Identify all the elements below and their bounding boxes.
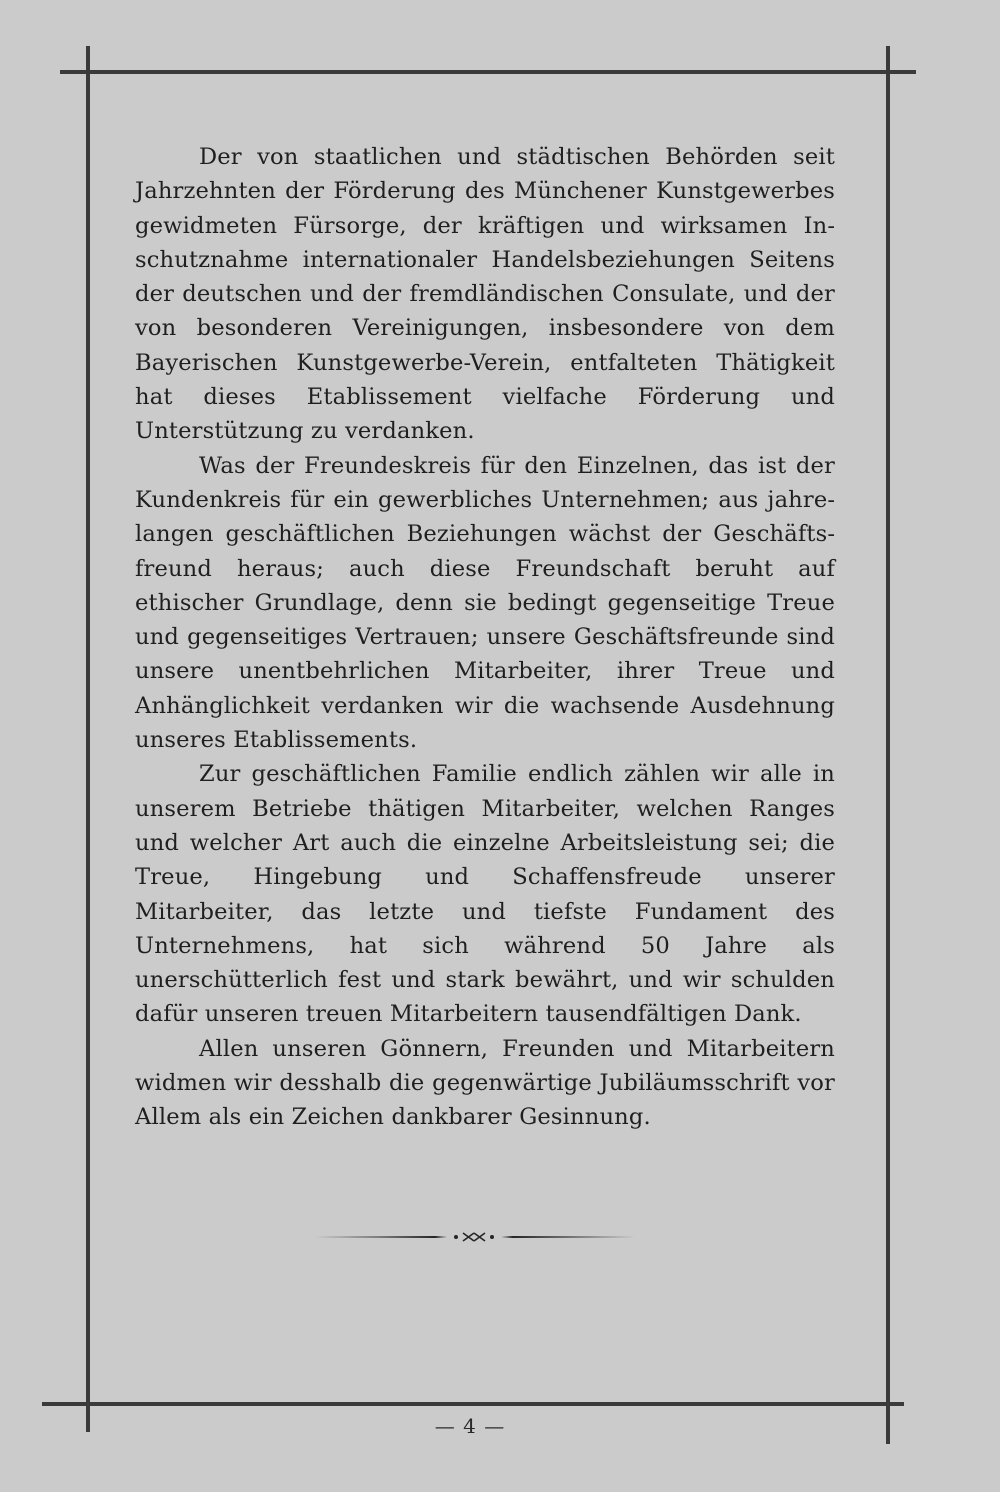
body-text bbox=[135, 140, 835, 1135]
ornament-dot-left bbox=[454, 1235, 458, 1239]
paragraph-3: Zur geschäftlichen Familie endlich zählen wir alle in unserem Betriebe thätigen Mitarbeiter, welchen Ranges und welcher Art auch die einzelne Arbeitsleistung sei; die Treue, Hingebung und Schaffensfreude unserer Mitarbeiter, das letzte und tiefste Fundament des Unternehmens, hat sich während 50 Jahre als unerschütterlich fest und stark bewährt, und wir schulden dafür unseren treuen Mitarbeitern tausendfältigen Dank. bbox=[135, 761, 835, 1028]
ornament-dot-right bbox=[490, 1235, 494, 1239]
frame-right-rule bbox=[886, 46, 890, 1444]
frame-bottom-rule bbox=[42, 1402, 904, 1406]
paragraph-4: Allen unseren Gönnern, Freunden und Mitarbeitern widmen wir desshalb die gegenwärtige Jubiläumsschrift vor Allem als ein Zeichen dankbarer Gesinnung. bbox=[135, 1035, 835, 1131]
frame-left-rule bbox=[86, 46, 90, 1432]
paragraph-1: Der von staatlichen und städtischen Behörden seit Jahrzehnten der Förderung des Münchener Kunstgewerbes gewidmeten Fürsorge, der kräftigen und wirksamen Inschutznahme internationaler Handelsbeziehungen Seitens der deutschen und der fremdländischen Consulate, und der von besonderen Vereinigungen, insbesondere von dem Bayerischen Kunstgewerbe-Verein, entfalteten Thätigkeit hat dieses Etablissement vielfache Förderung und Unterstützung zu verdanken. bbox=[135, 144, 835, 445]
page-number: — 4 — bbox=[434, 1414, 506, 1438]
divider-ornament bbox=[315, 1230, 635, 1244]
frame-top-rule bbox=[60, 70, 916, 74]
paragraph-2: Was der Freundeskreis für den Einzelnen, das ist der Kundenkreis für ein gewerbliches Unternehmen; aus jahrelangen geschäftlichen Beziehungen wächst der Geschäftsfreund heraus; auch diese Freundschaft beruht auf ethischer Grundlage, denn sie bedingt gegenseitige Treue und gegenseitiges Vertrauen; unsere Geschäftsfreunde sind unsere unentbehrlichen Mitarbeiter, ihrer Treue und Anhänglichkeit verdanken wir die wachsende Ausdehnung unseres Etablissements. bbox=[135, 452, 835, 754]
ornament-left-line bbox=[315, 1236, 447, 1238]
ornament-right-line bbox=[501, 1236, 635, 1238]
ornament-center-knot bbox=[463, 1233, 485, 1241]
